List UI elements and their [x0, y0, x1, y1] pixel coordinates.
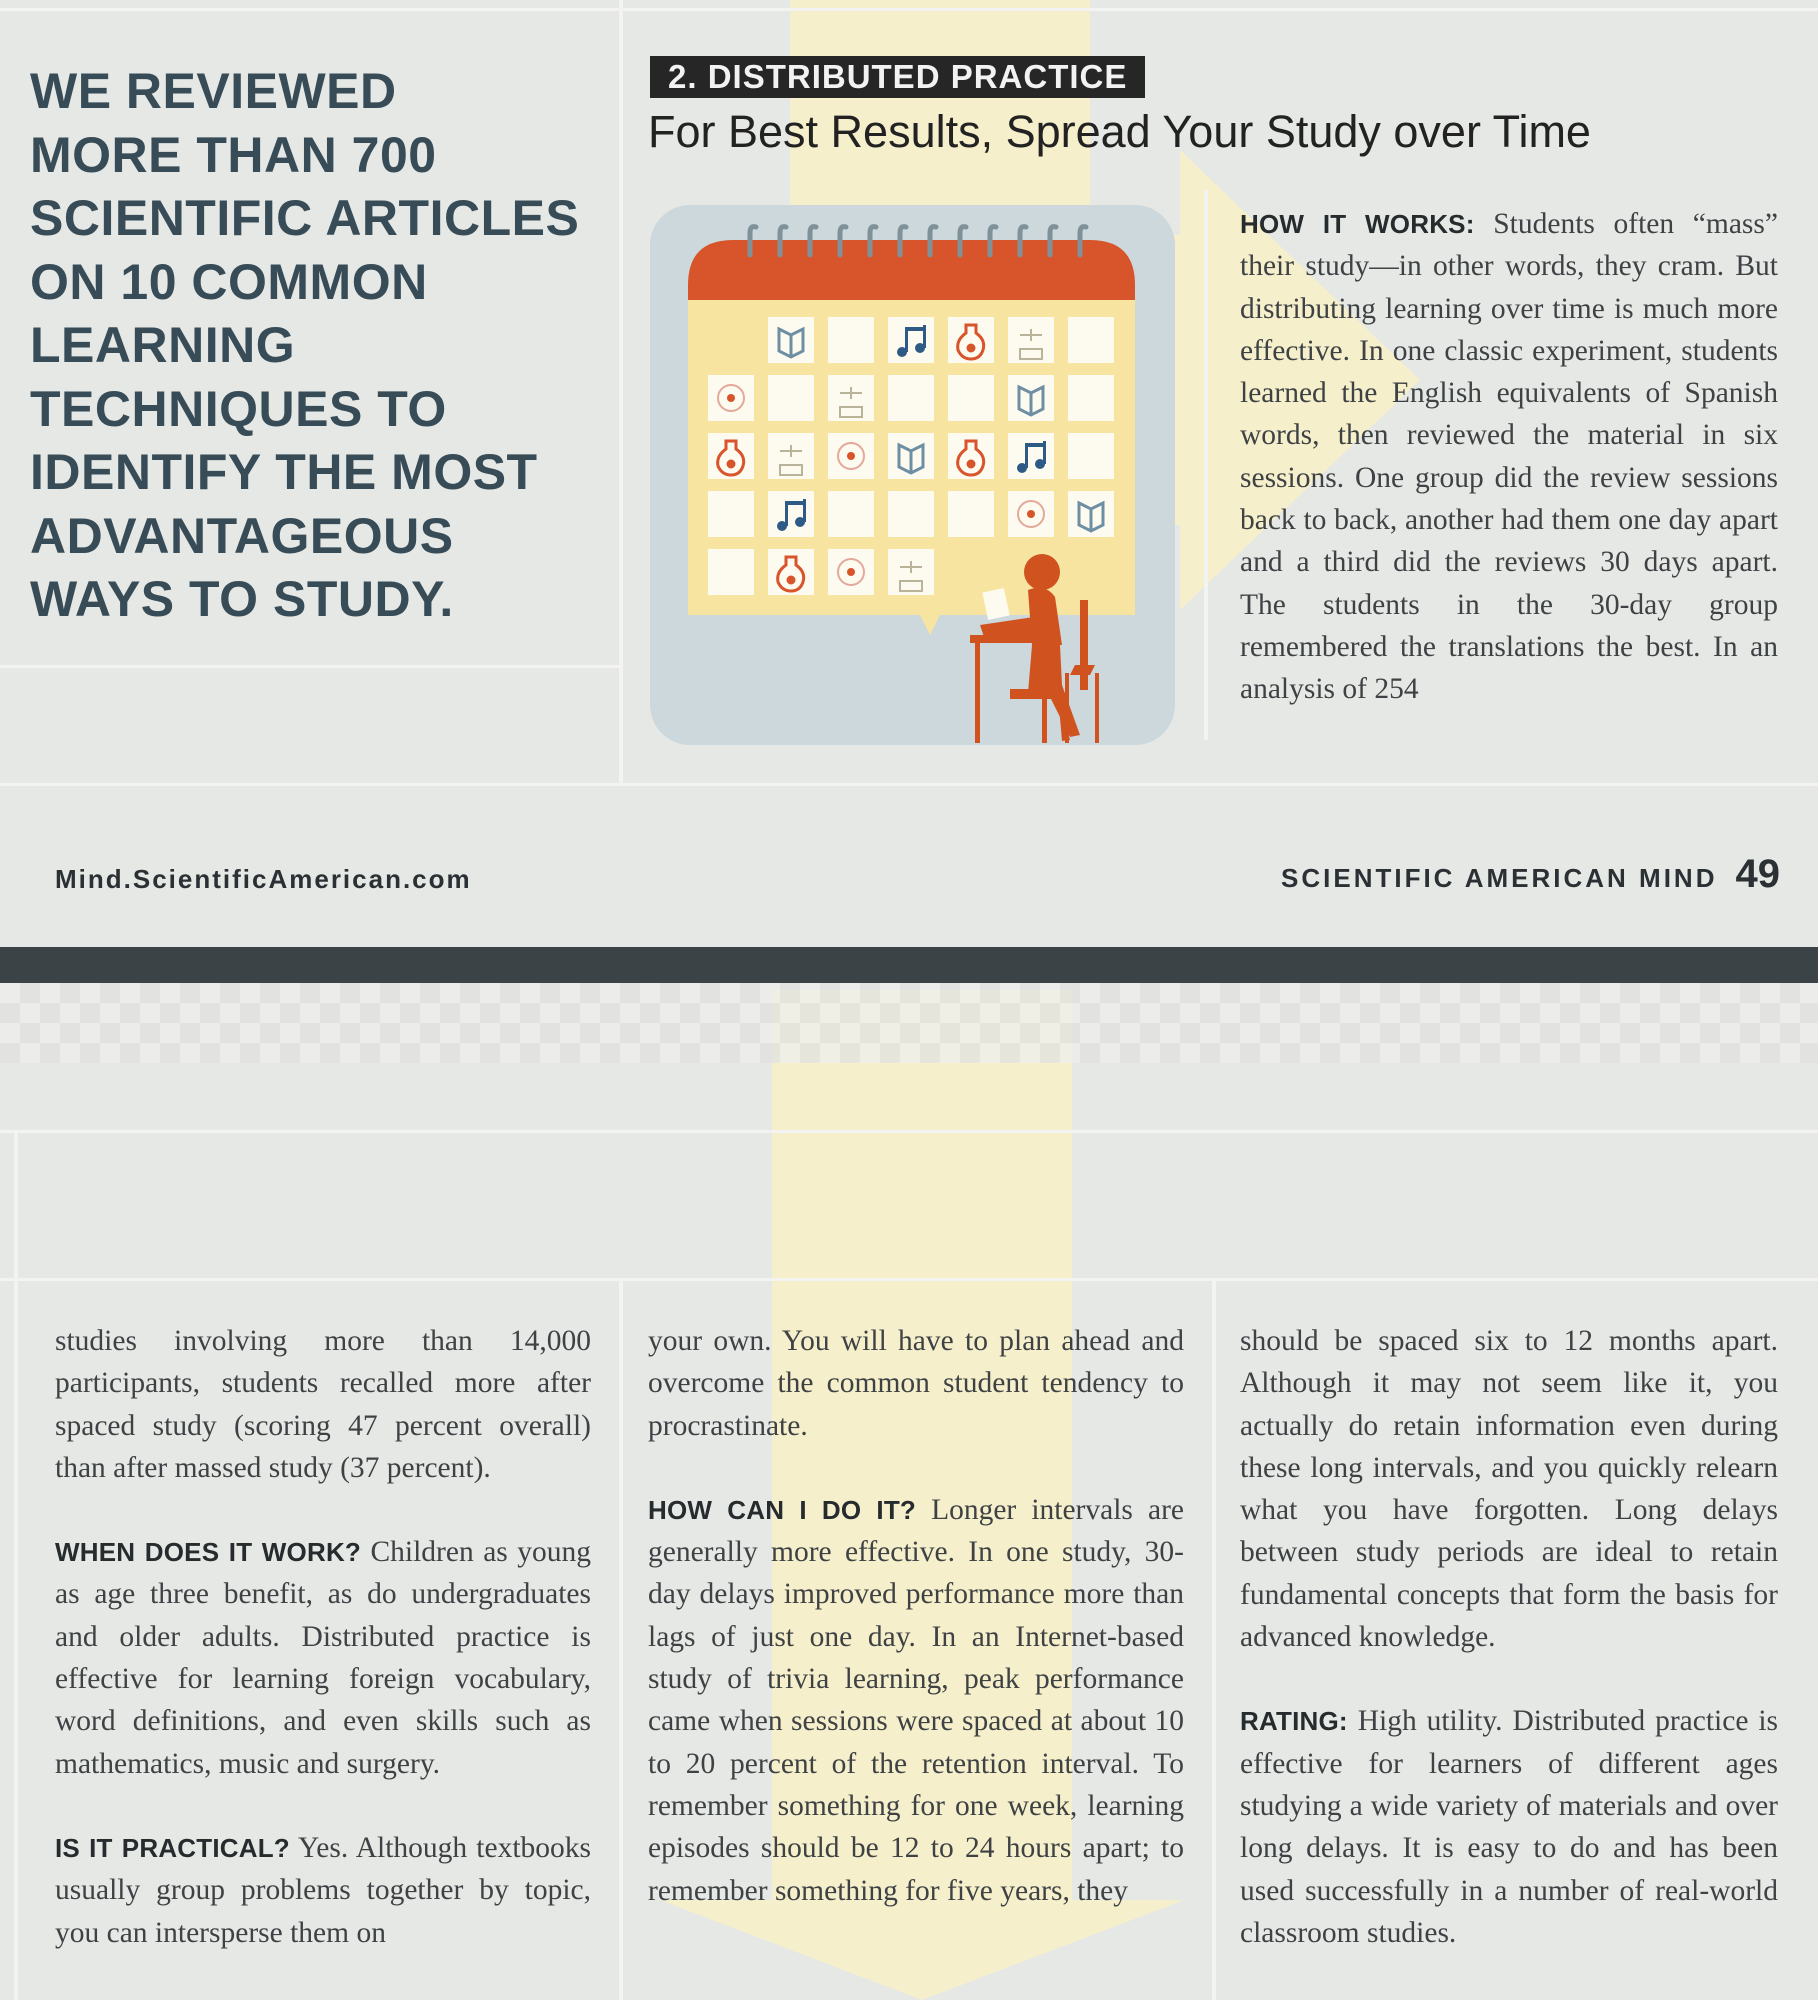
when-text: Children as young as age three benefit, as do undergraduates and older adults. Distributed practice is effective for learning foreign vocabulary, word definitions, and even skills such as mathematics, music and surgery. — [55, 1536, 591, 1780]
how-can-text: Longer intervals are generally more effective. In one study, 30-day delays improved performance more than lags of just one day. In an Internet-based study of trivia learning, peak performance came when sessions were spaced at about 10 to 20 percent of the retention interval. To remember something for one week, learning episodes should be 12 to 24 hours apart; to remember something for five years, they — [648, 1493, 1184, 1907]
day-cell — [768, 491, 814, 537]
headline-line: WAYS TO STUDY. — [30, 571, 454, 627]
headline-line: WE REVIEWED — [30, 63, 397, 119]
page-footer — [1281, 852, 1780, 897]
day-cell — [828, 491, 874, 537]
grid-line — [1204, 190, 1208, 740]
article-column — [55, 1320, 591, 1996]
section-title: For Best Results, Spread Your Study over Time — [648, 106, 1591, 157]
day-cell — [1068, 375, 1114, 421]
how-can-label: HOW CAN I DO IT? — [648, 1494, 916, 1525]
grid-line — [0, 665, 619, 668]
grid-line — [0, 783, 1818, 786]
headline-line: TECHNIQUES TO — [30, 380, 447, 437]
grid-line — [1212, 1278, 1216, 2000]
headline — [30, 60, 620, 632]
grid-line — [0, 1278, 1818, 1281]
article-column — [1240, 1320, 1778, 1996]
grid-line — [0, 8, 1818, 11]
magazine-name: SCIENTIFIC AMERICAN MIND — [1281, 863, 1718, 893]
transparency-pattern — [0, 983, 1818, 1063]
when-label: WHEN DOES IT WORK? — [55, 1537, 361, 1568]
headline-line: LEARNING — [30, 317, 296, 373]
day-cell — [1008, 433, 1054, 479]
headline-line: ON 10 COMMON — [30, 253, 428, 310]
practical-label: IS IT PRACTICAL? — [55, 1832, 290, 1863]
day-cell — [888, 317, 934, 363]
day-cell — [708, 549, 754, 595]
day-cell — [948, 375, 994, 421]
calendar-header — [688, 240, 1135, 300]
article-paragraph: your own. You will have to plan ahead and overcome the common student tendency to procrastinate. — [648, 1325, 1184, 1442]
rating-text: High utility. Distributed practice is effective for learners of different ages studying a wide variety of materials and over long delays. It is easy to do and has been used successfully in a number of real-world classroom studies. — [1240, 1705, 1778, 1949]
site-url: Mind.ScientificAmerican.com — [55, 864, 472, 894]
article-column — [1240, 203, 1778, 753]
article-column — [648, 1320, 1184, 1954]
day-cell — [888, 491, 934, 537]
how-it-works-text: Students often “mass” their study—in other words, they cram. But distributing learning over time is much more effective. In one classic experiment, students learned the English equivalents of Spanish words, then reviewed the material in six sessions. One group did the review sessions back to back, another had them one day apart and a third did the reviews 30 days apart. The students in the 30-day group remembered the translations the best. In an analysis of 254 — [1240, 208, 1778, 706]
practical-text: Yes. Although textbooks usually group problems together by topic, you can intersperse them on — [55, 1831, 592, 1949]
article-paragraph: should be spaced six to 12 months apart. Although it may not seem like it, you actually do retain information even during these long intervals, and you quickly relearn what you have forgotten. Long delays between study periods are ideal to retain fundamental concepts that form the basis for advanced knowledge. — [1240, 1325, 1778, 1654]
rating-label: RATING: — [1240, 1706, 1348, 1737]
article-paragraph: studies involving more than 14,000 participants, students recalled more after spaced study (scoring 47 percent overall) than after massed study (37 percent). — [55, 1325, 591, 1484]
day-cell — [768, 375, 814, 421]
headline-line: ADVANTAGEOUS — [30, 507, 454, 564]
day-cell — [1068, 317, 1114, 363]
page-number: 49 — [1735, 852, 1780, 896]
day-cell — [1068, 433, 1114, 479]
day-cell — [948, 491, 994, 537]
grid-line — [0, 1130, 1818, 1133]
page-divider — [0, 947, 1818, 983]
headline-line: MORE THAN 700 — [30, 126, 437, 183]
section-tag: 2. DISTRIBUTED PRACTICE — [650, 56, 1145, 98]
headline-line: IDENTIFY THE MOST — [30, 444, 538, 500]
grid-line — [619, 1278, 623, 2000]
grid-line — [14, 1130, 18, 2000]
how-it-works-label: HOW IT WORKS: — [1240, 209, 1475, 239]
day-cell — [888, 375, 934, 421]
day-cell — [708, 491, 754, 537]
day-cell — [828, 317, 874, 363]
calendar-illustration — [650, 205, 1175, 745]
headline-line: SCIENTIFIC ARTICLES — [30, 190, 580, 246]
